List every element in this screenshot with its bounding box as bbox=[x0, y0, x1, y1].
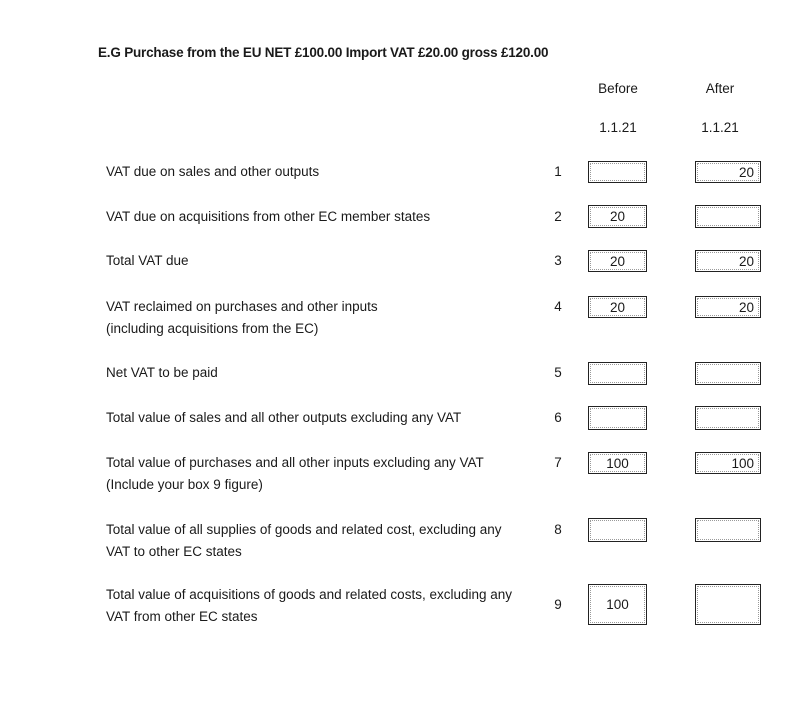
row-label-2 bbox=[106, 206, 546, 228]
row-label-line: VAT due on sales and other outputs bbox=[106, 164, 320, 179]
column-header-after: After bbox=[705, 81, 735, 96]
row-number-4: 4 bbox=[554, 299, 562, 314]
row-label-line: Total VAT due bbox=[106, 253, 189, 268]
column-date-after: 1.1.21 bbox=[701, 120, 739, 135]
after-value-box-5[interactable] bbox=[695, 362, 761, 385]
row-label-3 bbox=[106, 250, 546, 272]
row-number-9: 9 bbox=[554, 597, 562, 612]
before-value-box-3[interactable]: 20 bbox=[588, 250, 647, 272]
before-value-box-9[interactable]: 100 bbox=[588, 584, 647, 625]
before-value-box-8[interactable] bbox=[588, 518, 647, 542]
after-value-box-6[interactable] bbox=[695, 406, 761, 430]
row-label-line: (including acquisitions from the EC) bbox=[106, 321, 319, 336]
after-value-box-9[interactable] bbox=[695, 584, 761, 625]
row-number-5: 5 bbox=[554, 365, 562, 380]
row-number-3: 3 bbox=[554, 253, 562, 268]
column-date-before: 1.1.21 bbox=[599, 120, 637, 135]
column-header-before: Before bbox=[598, 81, 638, 96]
before-value-box-4[interactable]: 20 bbox=[588, 296, 647, 318]
before-value-box-5[interactable] bbox=[588, 362, 647, 385]
after-value-box-1[interactable]: 20 bbox=[695, 161, 761, 183]
before-value-box-7[interactable]: 100 bbox=[588, 452, 647, 474]
row-label-line: VAT to other EC states bbox=[106, 544, 242, 559]
row-label-line: Total value of all supplies of goods and related cost, excluding any bbox=[106, 522, 502, 537]
row-label-1 bbox=[106, 161, 546, 183]
row-label-7 bbox=[106, 452, 546, 496]
row-label-4 bbox=[106, 296, 546, 340]
after-value-box-7[interactable]: 100 bbox=[695, 452, 761, 474]
row-label-line: Net VAT to be paid bbox=[106, 365, 218, 380]
row-label-line: Total value of sales and all other outputs excluding any VAT bbox=[106, 410, 462, 425]
row-number-6: 6 bbox=[554, 410, 562, 425]
page-title: E.G Purchase from the EU NET £100.00 Import VAT £20.00 gross £120.00 bbox=[98, 45, 549, 60]
before-value-box-6[interactable] bbox=[588, 406, 647, 430]
row-label-5 bbox=[106, 362, 546, 384]
row-label-6 bbox=[106, 407, 546, 429]
row-label-line: VAT reclaimed on purchases and other inputs bbox=[106, 299, 378, 314]
row-number-1: 1 bbox=[554, 164, 562, 179]
after-value-box-3[interactable]: 20 bbox=[695, 250, 761, 272]
row-label-line: Total value of acquisitions of goods and related costs, excluding any bbox=[106, 587, 513, 602]
row-number-2: 2 bbox=[554, 209, 562, 224]
before-value-box-1[interactable] bbox=[588, 161, 647, 183]
row-number-8: 8 bbox=[554, 522, 562, 537]
row-label-line: (Include your box 9 figure) bbox=[106, 477, 263, 492]
row-label-line: Total value of purchases and all other inputs excluding any VAT bbox=[106, 455, 484, 470]
row-number-7: 7 bbox=[554, 455, 562, 470]
after-value-box-4[interactable]: 20 bbox=[695, 296, 761, 318]
after-value-box-8[interactable] bbox=[695, 518, 761, 542]
row-label-8 bbox=[106, 519, 546, 563]
row-label-line: VAT due on acquisitions from other EC member states bbox=[106, 209, 431, 224]
row-label-9 bbox=[106, 584, 546, 628]
after-value-box-2[interactable] bbox=[695, 205, 761, 228]
row-label-line: VAT from other EC states bbox=[106, 609, 258, 624]
before-value-box-2[interactable]: 20 bbox=[588, 205, 647, 228]
